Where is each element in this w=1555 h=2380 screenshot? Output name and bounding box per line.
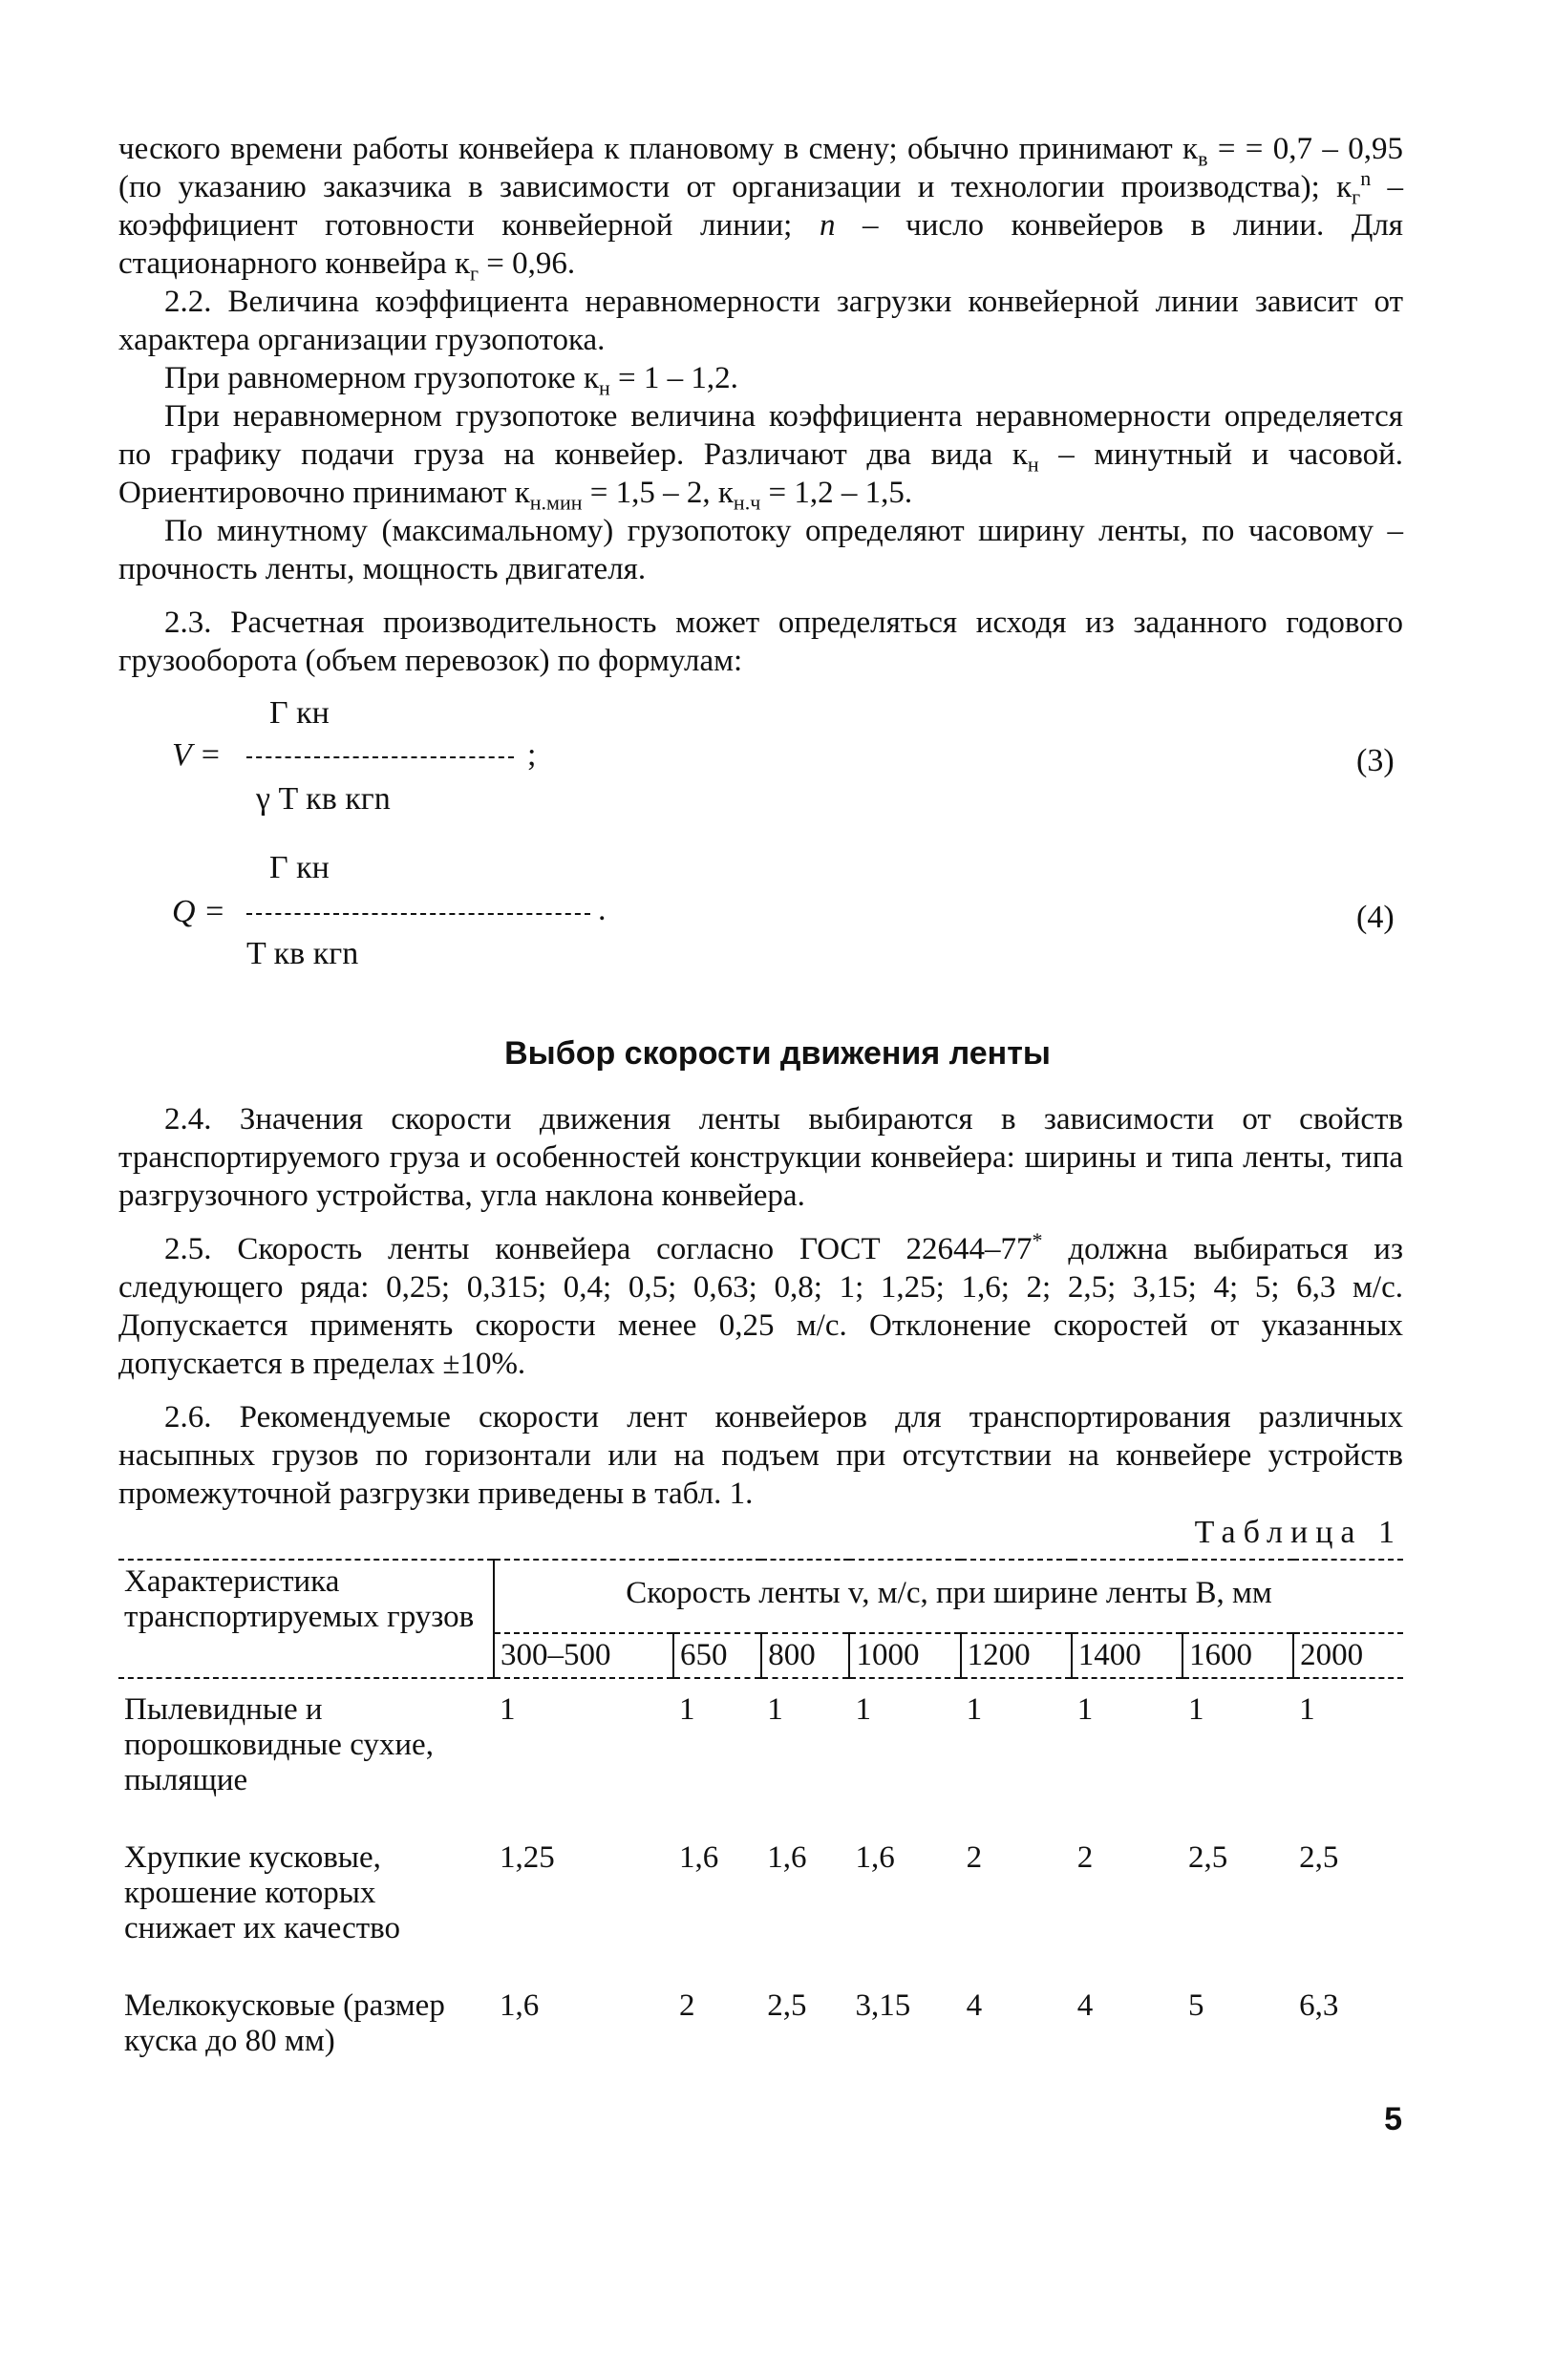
table-cell: 1 xyxy=(1299,1692,1315,1727)
paragraph-2-5: 2.5. Скорость ленты конвейера согласно ГОСТ 22644–77* должна выбираться из следующего ряда: 0,25; 0,315; 0,4; 0,5; 0,63; 0,8; 1; 1,25; 1,6; 2; 2,5; 3,15; 4; 5; 6,3 м/с. Допускается применять скорости менее 0,25 м/с. Отклонение скоростей от указанных допускается в пределах ±10%. xyxy=(118,1228,1403,1381)
table-row-label: Хрупкие кусковые, крошение которых снижает их качество xyxy=(124,1840,400,1945)
formula-3-label: (3) xyxy=(1356,743,1395,778)
table-row-label: Мелкокусковые (размер куска до 80 мм) xyxy=(124,1988,445,2058)
speed-table xyxy=(118,1559,1403,2063)
table-header-width-2: 800 xyxy=(761,1633,849,1678)
table-header-cargo: Характеристика транспортируемых грузов xyxy=(118,1560,494,1678)
table-cell: 2,5 xyxy=(1187,1840,1228,1875)
formula-4-lhs: Q = xyxy=(172,894,225,929)
table-cell: 1 xyxy=(767,1692,783,1727)
table-header-width-1: 650 xyxy=(673,1633,761,1678)
paragraph-2-6: 2.6. Рекомендуемые скорости лент конвейеров для транспортирования различных насыпных грузов по горизонтали или на подъем при отсутствии на конвейере устройств промежуточной разгрузки приведены в табл. 1. xyxy=(118,1400,1403,1511)
table-cell: 2 xyxy=(966,1840,983,1875)
formula-4-period: . xyxy=(598,892,607,927)
paragraph-nonuniform-flow: При неравномерном грузопотоке величина коэффициента неравномерности определяется по графику подачи груза на конвейер. Различают два вида $к_н$ – минутный и часовой. Ориентировочно принимают $к_{н.мин} = 1,5 - 2$, $к_{н.ч} = 1,2 - 1,5$. xyxy=(118,399,1403,515)
table-cell: 1 xyxy=(966,1692,983,1727)
table-cell: 1 xyxy=(1076,1692,1094,1727)
table-cell: 1,6 xyxy=(855,1840,895,1875)
table-cell: 1,6 xyxy=(500,1988,540,2023)
table-cell: 1 xyxy=(679,1692,695,1727)
table-header-width-7: 2000 xyxy=(1293,1633,1403,1678)
page-number: 5 xyxy=(1384,2101,1402,2137)
formula-3-numerator: Г кн xyxy=(269,695,330,731)
table-cell: 1 xyxy=(855,1692,871,1727)
paragraph-2-2: 2.2. Величина коэффициента неравномерности загрузки конвейерной линии зависит от характера организации грузопотока. xyxy=(118,285,1403,357)
table-cell: 4 xyxy=(966,1988,983,2023)
paragraph-2-4: 2.4. Значения скорости движения ленты выбираются в зависимости от свойств транспортируемого груза и особенностей конструкции конвейера: ширины и типа ленты, типа разгрузочного устройства, угла наклона конвейера. xyxy=(118,1102,1403,1213)
formula-3-semicolon: ; xyxy=(527,737,537,773)
formula-3-lhs: V = xyxy=(172,737,222,773)
table-cell: 2,5 xyxy=(767,1988,807,2023)
table-cell: 1,6 xyxy=(767,1840,807,1875)
formula-3-denominator: γ T кв кгn xyxy=(256,781,391,817)
paragraph-continuation: ческого времени работы конвейера к плановому в смену; обычно принимают $к_в$ = = 0,7 – 0,95 (по указанию заказчика в зависимости от организации и технологии производства); $к_г^n$ – коэффициент готовности конвейерной линии; n – число конвейеров в линии. Для стационарного конвейра $к_г = 0,96$. xyxy=(118,132,1404,286)
table-row-label: Пылевидные и порошковидные сухие, пылящие xyxy=(124,1692,434,1797)
table-header-width-0: 300–500 xyxy=(494,1633,673,1678)
table-cell: 5 xyxy=(1187,1988,1204,2023)
table-caption: Таблица 1 xyxy=(1194,1515,1402,1550)
paragraph-minute-flow: По минутному (максимальному) грузопотоку определяют ширину ленты, по часовому – прочность ленты, мощность двигателя. xyxy=(118,514,1403,586)
table-cell: 6,3 xyxy=(1299,1988,1339,2023)
table-header-width-6: 1600 xyxy=(1182,1633,1293,1678)
table-cell: 2 xyxy=(1076,1840,1094,1875)
table-cell: 3,15 xyxy=(855,1988,911,2023)
table-header-speed-group: Скорость ленты v, м/с, при ширине ленты B, мм xyxy=(494,1560,1403,1633)
table-header-width-4: 1200 xyxy=(961,1633,1072,1678)
formula-4-label: (4) xyxy=(1356,900,1395,935)
table-cell: 1,25 xyxy=(500,1840,555,1875)
table-cell: 2 xyxy=(679,1988,695,2023)
table-cell: 1 xyxy=(1187,1692,1204,1727)
table-cell: 2,5 xyxy=(1299,1840,1339,1875)
table-cell: 1,6 xyxy=(679,1840,719,1875)
formula-4-fraction-bar xyxy=(246,913,590,915)
formula-3-fraction-bar xyxy=(246,756,514,758)
formula-4-denominator: T кв кгn xyxy=(246,936,359,971)
table-cell: 1 xyxy=(500,1692,516,1727)
table-header-width-3: 1000 xyxy=(849,1633,960,1678)
top-text-block xyxy=(118,130,1403,680)
table-cell: 4 xyxy=(1076,1988,1094,2023)
middle-text-block xyxy=(118,1100,1403,1513)
paragraph-2-3: 2.3. Расчетная производительность может определяться исходя из заданного годового грузооборота (объем перевозок) по формулам: xyxy=(118,606,1403,678)
table-row xyxy=(118,1678,1403,1837)
paragraph-uniform-flow: При равномерном грузопотоке $к_н = 1 - 1,2$. xyxy=(164,361,738,400)
table-row xyxy=(118,1985,1403,2063)
formula-4-numerator: Г кн xyxy=(269,850,330,885)
section-heading: Выбор скорости движения ленты xyxy=(504,1035,1051,1072)
table-header-width-5: 1400 xyxy=(1072,1633,1182,1678)
table-row xyxy=(118,1837,1403,1985)
